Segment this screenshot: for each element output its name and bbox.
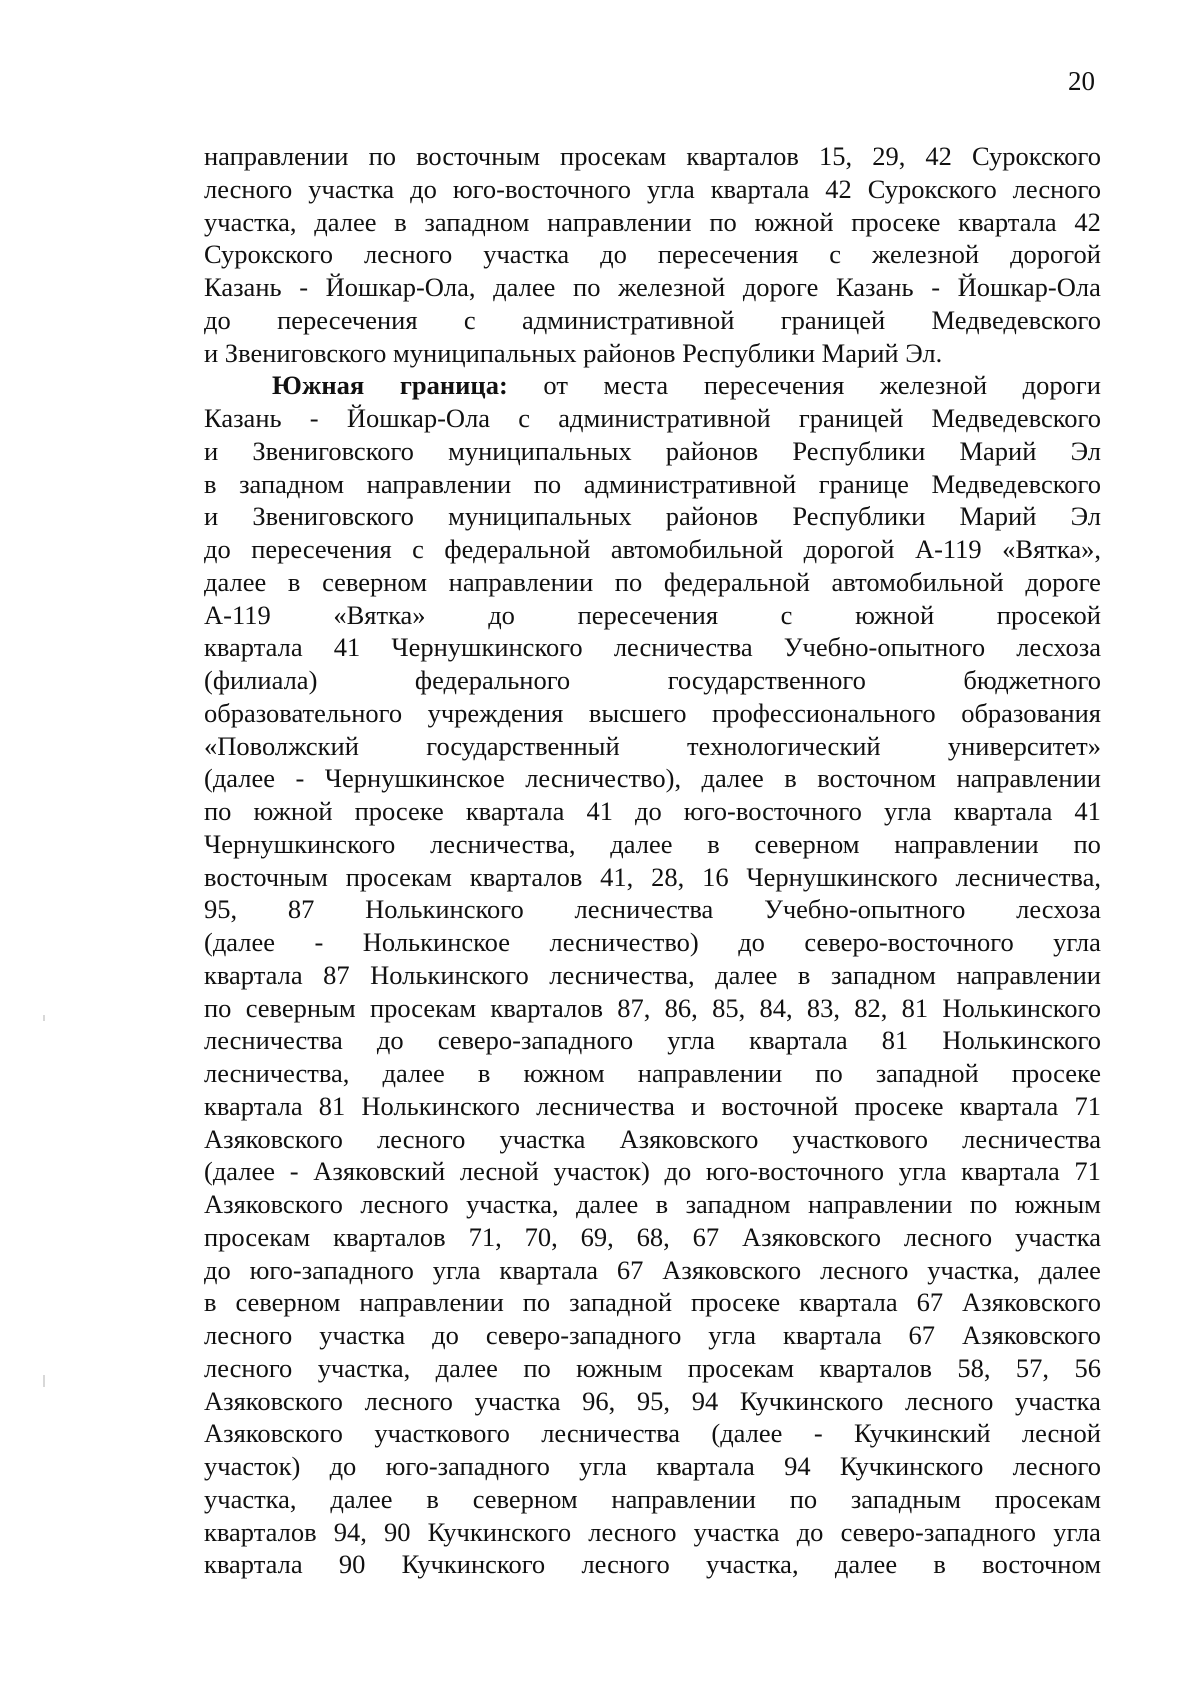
text-line: участка, далее в западном направлении по южной просеке квартала 42 — [204, 206, 1101, 237]
text-line: и Звениговского муниципальных районов Республики Марий Эл — [204, 501, 1101, 532]
text-line: по северным просекам кварталов 87, 86, 85, 84, 83, 82, 81 Нолькинского — [204, 992, 1101, 1023]
text-line: и Звениговского муниципальных районов Республики Марий Эл — [204, 435, 1101, 466]
text-line: Азяковского лесного участка Азяковского участкового лесничества — [204, 1123, 1101, 1154]
text-line: квартала 90 Кучкинского лесного участка, далее в восточном — [204, 1549, 1101, 1580]
text-line: А-119 «Вятка» до пересечения с южной просекой — [204, 599, 1101, 630]
text-line: 95, 87 Нолькинского лесничества Учебно-опытного лесхоза — [204, 894, 1101, 925]
text-line: лесного участка, далее по южным просекам кварталов 58, 57, 56 — [204, 1352, 1101, 1383]
scan-artifact — [43, 1375, 45, 1387]
text-line: лесничества до северо-западного угла квартала 81 Нолькинского — [204, 1025, 1101, 1056]
text-line: (далее - Азяковский лесной участок) до юго-восточного угла квартала 71 — [204, 1156, 1101, 1187]
text-line: по южной просеке квартала 41 до юго-восточного угла квартала 41 — [204, 796, 1101, 826]
text-line: Сурокского лесного участка до пересечения с железной дорогой — [204, 239, 1101, 270]
text-line: Азяковского лесного участка, далее в западном направлении по южным — [204, 1189, 1101, 1219]
text-line: Южная граница: от места пересечения железной дороги — [272, 370, 1101, 401]
text-line: до пересечения с федеральной автомобильной дорогой А-119 «Вятка», — [204, 534, 1101, 564]
text-line: Азяковского лесного участка 96, 95, 94 Кучкинского лесного участка — [204, 1385, 1101, 1416]
text-line: лесного участка до юго-восточного угла квартала 42 Сурокского лесного — [204, 173, 1101, 204]
text-line: (филиала) федерального государственного бюджетного — [204, 665, 1101, 695]
text-line: Казань - Йошкар-Ола с административной границей Медведевского — [204, 403, 1101, 433]
text-line — [204, 337, 1101, 370]
text-line: образовательного учреждения высшего профессионального образования — [204, 697, 1101, 728]
text-line: в северном направлении по западной просеке квартала 67 Азяковского — [204, 1287, 1101, 1318]
page-number: 20 — [1068, 66, 1095, 96]
text-line: просекам кварталов 71, 70, 69, 68, 67 Азяковского лесного участка — [204, 1221, 1101, 1252]
text-line: квартала 41 Чернушкинского лесничества Учебно-опытного лесхоза — [204, 632, 1101, 663]
line-text: и Звениговского муниципальных районов Республики Марий Эл. — [204, 337, 943, 368]
text-line: лесного участка до северо-западного угла квартала 67 Азяковского — [204, 1320, 1101, 1350]
text-line: кварталов 94, 90 Кучкинского лесного участка до северо-западного угла — [204, 1516, 1101, 1547]
text-line: до юго-западного угла квартала 67 Азяковского лесного участка, далее — [204, 1254, 1101, 1285]
text-line: участка, далее в северном направлении по западным просекам — [204, 1483, 1101, 1514]
text-line: (далее - Нолькинское лесничество) до северо-восточного угла — [204, 927, 1101, 957]
text-line: квартала 87 Нолькинского лесничества, далее в западном направлении — [204, 959, 1101, 990]
text-line: до пересечения с административной границей Медведевского — [204, 304, 1101, 335]
text-line: Азяковского участкового лесничества (далее - Кучкинский лесной — [204, 1418, 1101, 1449]
text-line: Казань - Йошкар-Ола, далее по железной дороге Казань - Йошкар-Ола — [204, 272, 1101, 302]
text-line: направлении по восточным просекам кварталов 15, 29, 42 Сурокского — [204, 141, 1101, 171]
text-line: (далее - Чернушкинское лесничество), далее в восточном направлении — [204, 763, 1101, 794]
text-line: лесничества, далее в южном направлении по западной просеке — [204, 1058, 1101, 1088]
text-line: в западном направлении по административной границе Медведевского — [204, 468, 1101, 499]
text-line: восточным просекам кварталов 41, 28, 16 Чернушкинского лесничества, — [204, 861, 1101, 892]
document-body — [204, 140, 1101, 1581]
text-line: Чернушкинского лесничества, далее в северном направлении по — [204, 828, 1101, 859]
text-line: «Поволжский государственный технологический университет» — [204, 730, 1101, 761]
text-line: участок) до юго-западного угла квартала 94 Кучкинского лесного — [204, 1451, 1101, 1481]
scan-artifact — [43, 1015, 45, 1021]
text-line: квартала 81 Нолькинского лесничества и восточной просеке квартала 71 — [204, 1090, 1101, 1121]
text-line: далее в северном направлении по федеральной автомобильной дороге — [204, 566, 1101, 597]
